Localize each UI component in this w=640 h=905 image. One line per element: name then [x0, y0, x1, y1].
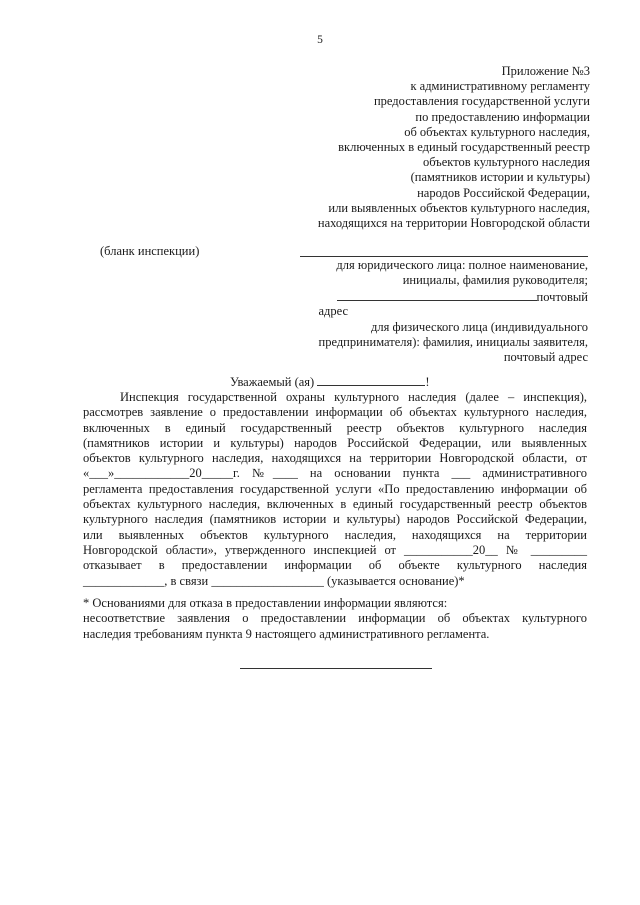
addressee-postal: почтовый: [536, 289, 588, 304]
appendix-line: об объектах культурного наследия,: [404, 124, 590, 139]
end-separator-line: [240, 668, 432, 669]
body-line: включенных в единый государственный реестр объектов культурного наследия: [83, 420, 587, 435]
addressee-individual-2: предпринимателя): фамилия, инициалы заявителя,: [318, 334, 588, 349]
appendix-line: (памятников истории и культуры): [410, 170, 590, 185]
body-line: отказывает в предоставлении информации об объекте культурного наследия: [83, 558, 587, 573]
appendix-header: [318, 64, 590, 231]
body-line: _____________, в связи __________________ (указывается основание)*: [83, 573, 465, 588]
appendix-line: по предоставлению информации: [415, 109, 590, 124]
addressee-individual-3: почтовый адрес: [503, 350, 588, 365]
body-line: объектах культурного наследия, включенных в единый государственный реестр объектов: [83, 497, 587, 512]
appendix-line: или выявленных объектов культурного наследия,: [328, 200, 590, 215]
appendix-line: Приложение №3: [501, 64, 590, 78]
greeting: [230, 374, 430, 390]
greeting-suffix: !: [425, 375, 430, 389]
letterhead-label: (бланк инспекции): [100, 244, 200, 258]
body-line: регламента предоставления государственной услуги «По предоставлению информации об: [83, 481, 587, 496]
body-line: или выявленных объектов культурного наследия, находящихся на территории: [83, 527, 587, 542]
appendix-line: народов Российской Федерации,: [417, 185, 590, 200]
footnote: [83, 596, 587, 642]
addressee-block: [319, 258, 589, 366]
body-line: рассмотрев заявление о предоставлении информации об объектах культурного наследия,: [83, 405, 587, 420]
greeting-prefix: Уважаемый (ая): [230, 375, 315, 389]
body-line: Инспекция государственной охраны культурного наследия (далее – инспекция),: [120, 390, 587, 404]
appendix-line: включенных в единый государственный реестр: [338, 139, 590, 154]
appendix-line: находящихся на территории Новгородской области: [317, 215, 590, 230]
addressee-postal-2-row: [319, 304, 589, 319]
body-line: «___»____________20_____г. №____ на основании пункта ___ административного: [83, 466, 587, 481]
body-line: культурного наследия (памятников истории и культуры) народов Российской Федерации,: [83, 512, 587, 527]
addressee-postal-2: адрес: [318, 304, 349, 319]
postal-fill-line: [337, 289, 537, 301]
greeting-name-line: [317, 374, 425, 386]
letter-body: [83, 390, 587, 589]
appendix-line: предоставления государственной услуги: [373, 94, 590, 109]
page-number: 5: [317, 34, 323, 46]
footnote-line: * Основаниями для отказа в предоставлении информации являются:: [83, 596, 448, 610]
addressee-legal-2: инициалы, фамилия руководителя;: [402, 273, 588, 288]
addressee-postal-row: [319, 289, 589, 304]
footnote-line: наследия требованиям пункта 9 настоящего административного регламента.: [83, 626, 490, 641]
body-line: объектов культурного наследия, находящихся на территории Новгородской области, от: [83, 451, 587, 466]
addressee-legal-1: для юридического лица: полное наименование,: [336, 258, 588, 272]
addressee-individual-1: для физического лица (индивидуального: [371, 319, 588, 334]
body-line: Новгородской области», утвержденного инспекцией от ___________20__ № _________: [83, 542, 587, 557]
footnote-line: несоответствие заявления о предоставлении информации об объектах культурного: [83, 611, 587, 626]
appendix-line: к административному регламенту: [410, 79, 590, 94]
body-line: (памятников истории и культуры) народов Российской Федерации, или выявленных: [83, 435, 587, 450]
appendix-line: объектов культурного наследия: [423, 155, 590, 170]
addressee-name-line: [300, 256, 588, 257]
